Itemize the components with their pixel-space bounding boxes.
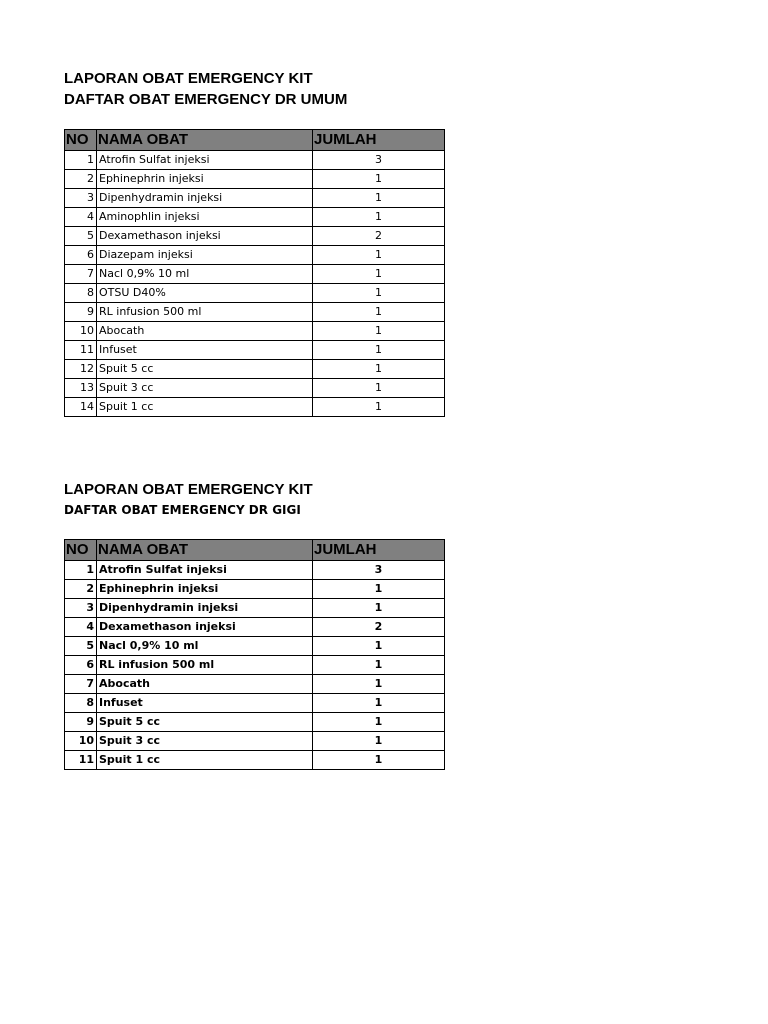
table-row	[65, 227, 445, 246]
report-umum-subtitle: DAFTAR OBAT EMERGENCY DR UMUM	[64, 91, 348, 108]
row-number: 11	[65, 751, 97, 770]
row-number: 2	[65, 580, 97, 599]
report-gigi-section	[64, 479, 313, 520]
drug-name: Ephinephrin injeksi	[97, 170, 313, 189]
drug-quantity: 1	[313, 656, 445, 675]
report-gigi-table-wrap	[64, 539, 445, 770]
row-number: 4	[65, 618, 97, 637]
drug-name: Spuit 1 cc	[97, 751, 313, 770]
drug-name: Nacl 0,9% 10 ml	[97, 265, 313, 284]
table-row	[65, 151, 445, 170]
drug-name: RL infusion 500 ml	[97, 656, 313, 675]
table-row	[65, 580, 445, 599]
table-header-row	[65, 540, 445, 561]
table-row	[65, 561, 445, 580]
table-row	[65, 618, 445, 637]
table-row	[65, 322, 445, 341]
row-number: 4	[65, 208, 97, 227]
row-number: 5	[65, 227, 97, 246]
drug-quantity: 1	[313, 265, 445, 284]
row-number: 10	[65, 322, 97, 341]
row-number: 14	[65, 398, 97, 417]
drug-name: Spuit 3 cc	[97, 732, 313, 751]
row-number: 9	[65, 303, 97, 322]
header-no: NO	[65, 540, 97, 561]
table-row	[65, 694, 445, 713]
row-number: 1	[65, 151, 97, 170]
table-row	[65, 675, 445, 694]
drug-quantity: 1	[313, 713, 445, 732]
table-row	[65, 246, 445, 265]
table-row	[65, 265, 445, 284]
drug-name: Spuit 1 cc	[97, 398, 313, 417]
drug-quantity: 1	[313, 360, 445, 379]
report-umum-section	[64, 68, 347, 110]
row-number: 12	[65, 360, 97, 379]
row-number: 6	[65, 656, 97, 675]
drug-quantity: 1	[313, 398, 445, 417]
drug-name: Infuset	[97, 341, 313, 360]
table-row	[65, 713, 445, 732]
row-number: 9	[65, 713, 97, 732]
report-umum-title: LAPORAN OBAT EMERGENCY KIT	[64, 70, 313, 87]
drug-quantity: 1	[313, 637, 445, 656]
row-number: 1	[65, 561, 97, 580]
table-row	[65, 398, 445, 417]
row-number: 2	[65, 170, 97, 189]
table-row	[65, 751, 445, 770]
row-number: 3	[65, 599, 97, 618]
report-umum-table-wrap	[64, 129, 445, 417]
drug-quantity: 1	[313, 322, 445, 341]
drug-name: Abocath	[97, 675, 313, 694]
drug-name: Dipenhydramin injeksi	[97, 189, 313, 208]
drug-name: Nacl 0,9% 10 ml	[97, 637, 313, 656]
report-gigi-title: LAPORAN OBAT EMERGENCY KIT	[64, 481, 313, 498]
drug-name: Dexamethason injeksi	[97, 227, 313, 246]
drug-quantity: 1	[313, 246, 445, 265]
drug-quantity: 1	[313, 732, 445, 751]
header-nama-obat: NAMA OBAT	[97, 540, 313, 561]
table-row	[65, 284, 445, 303]
header-jumlah: JUMLAH	[313, 540, 445, 561]
drug-quantity: 1	[313, 694, 445, 713]
row-number: 8	[65, 284, 97, 303]
table-header-row	[65, 130, 445, 151]
drug-name: Infuset	[97, 694, 313, 713]
report-gigi-subtitle: DAFTAR OBAT EMERGENCY DR GIGI	[64, 503, 301, 517]
table-row	[65, 208, 445, 227]
header-no: NO	[65, 130, 97, 151]
drug-name: RL infusion 500 ml	[97, 303, 313, 322]
report-umum-table	[64, 129, 445, 417]
drug-quantity: 1	[313, 170, 445, 189]
table-row	[65, 170, 445, 189]
row-number: 6	[65, 246, 97, 265]
drug-name: OTSU D40%	[97, 284, 313, 303]
table-row	[65, 637, 445, 656]
row-number: 7	[65, 675, 97, 694]
table-row	[65, 303, 445, 322]
drug-quantity: 2	[313, 227, 445, 246]
drug-quantity: 3	[313, 561, 445, 580]
table-row	[65, 189, 445, 208]
row-number: 8	[65, 694, 97, 713]
header-nama-obat: NAMA OBAT	[97, 130, 313, 151]
drug-quantity: 1	[313, 379, 445, 398]
table-row	[65, 599, 445, 618]
drug-name: Dexamethason injeksi	[97, 618, 313, 637]
drug-quantity: 1	[313, 675, 445, 694]
drug-name: Diazepam injeksi	[97, 246, 313, 265]
drug-quantity: 1	[313, 284, 445, 303]
table-row	[65, 360, 445, 379]
drug-name: Spuit 3 cc	[97, 379, 313, 398]
drug-quantity: 1	[313, 303, 445, 322]
drug-name: Spuit 5 cc	[97, 713, 313, 732]
header-jumlah: JUMLAH	[313, 130, 445, 151]
row-number: 5	[65, 637, 97, 656]
table-row	[65, 379, 445, 398]
drug-name: Atrofin Sulfat injeksi	[97, 151, 313, 170]
drug-quantity: 2	[313, 618, 445, 637]
drug-quantity: 1	[313, 599, 445, 618]
drug-quantity: 3	[313, 151, 445, 170]
drug-name: Aminophlin injeksi	[97, 208, 313, 227]
drug-quantity: 1	[313, 208, 445, 227]
row-number: 3	[65, 189, 97, 208]
row-number: 11	[65, 341, 97, 360]
table-row	[65, 732, 445, 751]
table-row	[65, 341, 445, 360]
drug-name: Atrofin Sulfat injeksi	[97, 561, 313, 580]
drug-quantity: 1	[313, 580, 445, 599]
drug-quantity: 1	[313, 341, 445, 360]
row-number: 10	[65, 732, 97, 751]
drug-name: Dipenhydramin injeksi	[97, 599, 313, 618]
drug-name: Ephinephrin injeksi	[97, 580, 313, 599]
drug-quantity: 1	[313, 189, 445, 208]
drug-name: Spuit 5 cc	[97, 360, 313, 379]
drug-name: Abocath	[97, 322, 313, 341]
row-number: 7	[65, 265, 97, 284]
report-gigi-table	[64, 539, 445, 770]
table-row	[65, 656, 445, 675]
row-number: 13	[65, 379, 97, 398]
drug-quantity: 1	[313, 751, 445, 770]
